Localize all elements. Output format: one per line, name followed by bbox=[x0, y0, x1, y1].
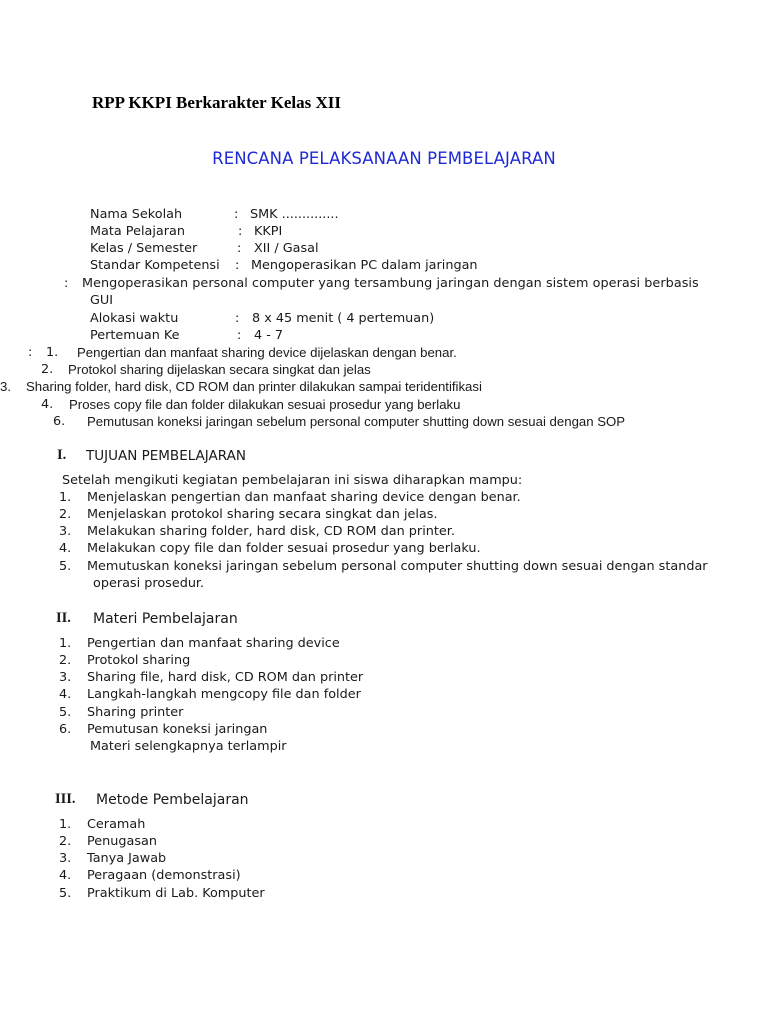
indicator-text: Protokol sharing dijelaskan secara singkat dan jelas bbox=[68, 362, 371, 377]
list-item: Penugasan bbox=[87, 834, 157, 849]
section-number: II. bbox=[56, 610, 71, 626]
list-item: Pengertian dan manfaat sharing device bbox=[87, 636, 340, 651]
list-item: Melakukan copy file dan folder sesuai prosedur yang berlaku. bbox=[87, 541, 481, 556]
indicator-text: Pengertian dan manfaat sharing device dijelaskan dengan benar. bbox=[77, 345, 457, 360]
document-header: RPP KKPI Berkarakter Kelas XII bbox=[92, 93, 341, 112]
list-item: Praktikum di Lab. Komputer bbox=[87, 886, 265, 901]
kd-text-line1: Mengoperasikan personal computer yang tersambung jaringan dengan sistem operasi berbasis bbox=[82, 276, 699, 291]
list-item: Tanya Jawab bbox=[87, 851, 167, 866]
list-number: 3. bbox=[59, 524, 72, 539]
kd-text-line2: GUI bbox=[90, 293, 114, 308]
identity-value-meeting: 4 - 7 bbox=[254, 328, 284, 343]
indicator-prefix-colon: : bbox=[28, 345, 33, 360]
indicator-text: Proses copy file dan folder dilakukan sesuai prosedur yang berlaku bbox=[69, 397, 461, 412]
list-number: 2. bbox=[59, 834, 72, 849]
tujuan-intro: Setelah mengikuti kegiatan pembelajaran ini siswa diharapkan mampu: bbox=[62, 473, 523, 488]
indicator-number: 2. bbox=[41, 362, 54, 377]
section-heading-tujuan: TUJUAN PEMBELAJARAN bbox=[86, 448, 246, 464]
list-number: 5. bbox=[59, 559, 72, 574]
kd-colon: : bbox=[64, 276, 69, 291]
identity-colon: : bbox=[237, 328, 242, 343]
materi-note: Materi selengkapnya terlampir bbox=[90, 739, 287, 754]
list-item: Memutuskan koneksi jaringan sebelum personal computer shutting down sesuai dengan standar bbox=[87, 559, 708, 574]
list-item: Protokol sharing bbox=[87, 653, 191, 668]
indicator-number: 3. bbox=[0, 379, 11, 394]
list-number: 5. bbox=[59, 705, 72, 720]
identity-colon: : bbox=[237, 241, 242, 256]
section-number: III. bbox=[55, 791, 76, 807]
identity-value-standard: Mengoperasikan PC dalam jaringan bbox=[251, 258, 478, 273]
list-number: 3. bbox=[59, 670, 72, 685]
identity-colon: : bbox=[235, 311, 240, 326]
identity-label-time: Alokasi waktu bbox=[90, 311, 179, 326]
list-item: Ceramah bbox=[87, 817, 146, 832]
list-number: 4. bbox=[59, 687, 72, 702]
list-number: 1. bbox=[59, 490, 72, 505]
identity-colon: : bbox=[235, 258, 240, 273]
indicator-text: Sharing folder, hard disk, CD ROM dan printer dilakukan sampai teridentifikasi bbox=[26, 379, 482, 394]
document-title: RENCANA PELAKSANAAN PEMBELAJARAN bbox=[212, 149, 556, 168]
identity-value-class: XII / Gasal bbox=[254, 241, 319, 256]
list-number: 2. bbox=[59, 653, 72, 668]
list-number: 3. bbox=[59, 851, 72, 866]
list-item: Langkah-langkah mengcopy file dan folder bbox=[87, 687, 361, 702]
identity-label-meeting: Pertemuan Ke bbox=[90, 328, 180, 343]
section-heading-metode: Metode Pembelajaran bbox=[96, 792, 249, 808]
indicator-text: Pemutusan koneksi jaringan sebelum personal computer shutting down sesuai dengan SOP bbox=[87, 414, 626, 429]
indicator-number: 4. bbox=[41, 397, 54, 412]
identity-label-class: Kelas / Semester bbox=[90, 241, 198, 256]
list-item-continuation: operasi prosedur. bbox=[93, 576, 205, 591]
list-item: Menjelaskan pengertian dan manfaat sharing device dengan benar. bbox=[87, 490, 521, 505]
identity-colon: : bbox=[234, 207, 239, 222]
identity-value-subject: KKPI bbox=[254, 224, 283, 239]
identity-label-school: Nama Sekolah bbox=[90, 207, 183, 222]
list-number: 1. bbox=[59, 817, 72, 832]
list-item: Peragaan (demonstrasi) bbox=[87, 868, 241, 883]
indicator-number: 6. bbox=[53, 414, 66, 429]
list-number: 4. bbox=[59, 868, 72, 883]
section-heading-materi: Materi Pembelajaran bbox=[93, 611, 238, 627]
identity-label-standard: Standar Kompetensi bbox=[90, 258, 220, 273]
list-number: 4. bbox=[59, 541, 72, 556]
list-number: 2. bbox=[59, 507, 72, 522]
section-number: I. bbox=[57, 447, 67, 463]
identity-value-school: SMK .............. bbox=[250, 207, 339, 222]
indicator-number: 1. bbox=[46, 345, 59, 360]
identity-value-time: 8 x 45 menit ( 4 pertemuan) bbox=[252, 311, 435, 326]
list-item: Sharing file, hard disk, CD ROM dan printer bbox=[87, 670, 364, 685]
list-number: 5. bbox=[59, 886, 72, 901]
list-item: Melakukan sharing folder, hard disk, CD ROM dan printer. bbox=[87, 524, 455, 539]
identity-label-subject: Mata Pelajaran bbox=[90, 224, 185, 239]
identity-colon: : bbox=[238, 224, 243, 239]
list-item: Sharing printer bbox=[87, 705, 184, 720]
list-number: 6. bbox=[59, 722, 72, 737]
list-number: 1. bbox=[59, 636, 72, 651]
list-item: Pemutusan koneksi jaringan bbox=[87, 722, 268, 737]
list-item: Menjelaskan protokol sharing secara singkat dan jelas. bbox=[87, 507, 438, 522]
